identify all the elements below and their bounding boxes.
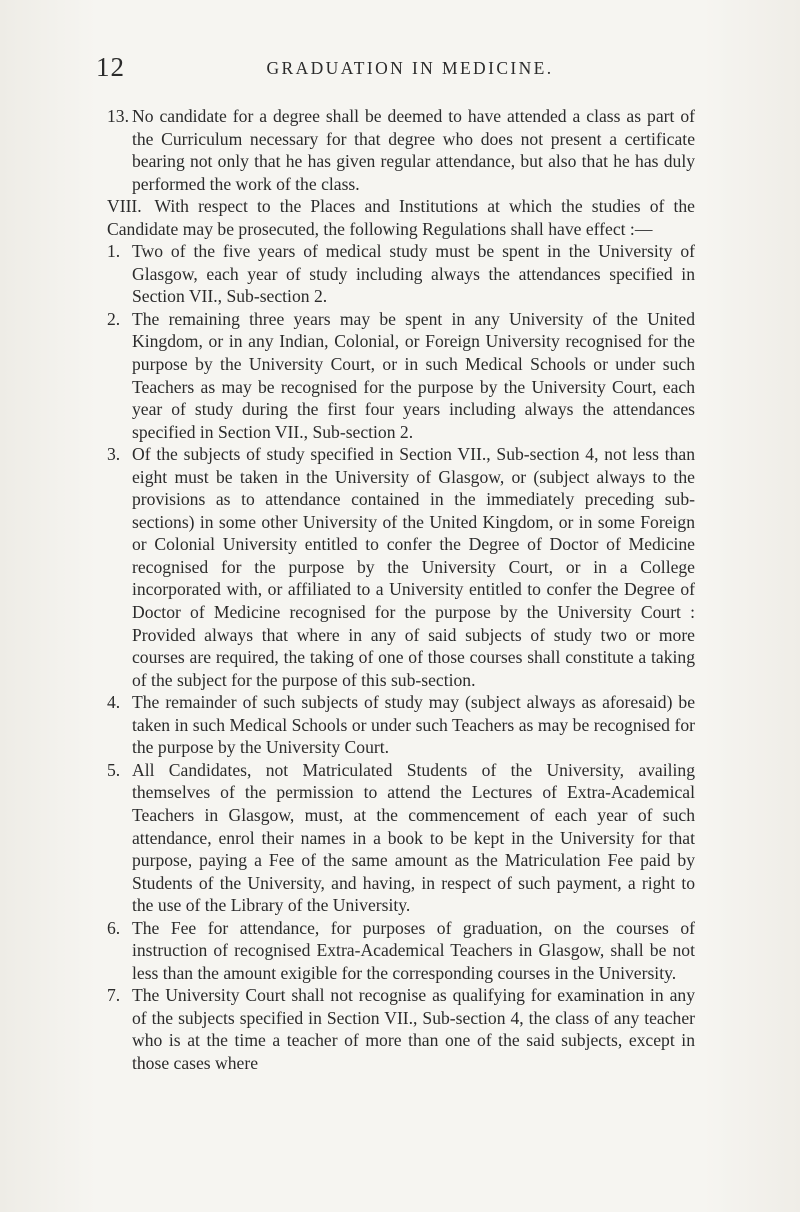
section-text: With respect to the Places and Institutions at which the studies of the Candidate may be prosecuted, the following Regulations shall have effect :— (107, 196, 695, 239)
list-item-text: Two of the five years of medical study must be spent in the University of Glasgow, each year of study including always the attendances specified in Section VII., Sub-section 2. (132, 241, 695, 307)
list-item-number: 6. (107, 917, 121, 938)
page-number: 12 (96, 52, 125, 82)
list-item (107, 759, 695, 917)
paragraph-13 (107, 105, 695, 195)
list-item-text: The remainder of such subjects of study may (subject always as aforesaid) be taken in such Medical Schools or under such Teachers as may be recognised for the purpose by the University Court. (132, 692, 695, 758)
list-item (107, 308, 695, 443)
list-item-number: 1. (107, 241, 121, 262)
list-item-number: 4. (107, 692, 121, 713)
list-item (107, 691, 695, 759)
list-item-number: 2. (107, 308, 121, 329)
section-viii (107, 195, 695, 240)
running-head: GRADUATION IN MEDICINE. (266, 58, 554, 78)
section-number: VIII. (107, 196, 142, 217)
list-item-text: The Fee for attendance, for purposes of graduation, on the courses of instruction of recognised Extra-Academical Teachers in Glasgow, shall be not less than the amount exigible for the corresponding courses in the University. (132, 917, 695, 983)
list-item-text: The University Court shall not recognise as qualifying for examination in any of the subjects specified in Section VII., Sub-section 4, the class of any teacher who is at the time a teacher of more than one of the said subjects, except in those cases where (132, 985, 695, 1073)
list-item-number: 3. (107, 444, 121, 465)
paragraph-number: 13. (107, 106, 129, 126)
list-item (107, 240, 695, 308)
list-item (107, 917, 695, 985)
list-item-number: 5. (107, 759, 121, 780)
list-item-number: 7. (107, 985, 121, 1006)
list-item-text: The remaining three years may be spent in any University of the United Kingdom, or in any Indian, Colonial, or Foreign University recognised for the purpose by the University Court, or in such Medical Schools or under such Teachers as may be recognised for the purpose by the University Court, each year of study during the first four years including always the attendances specified in Section VII., Sub-section 2. (132, 308, 695, 442)
list-item (107, 443, 695, 691)
body-text (107, 105, 695, 1075)
paragraph-text: No candidate for a degree shall be deemed to have attended a class as part of the Curriculum necessary for that degree who does not present a certificate bearing not only that he has given regular attendance, but also that he has duly performed the work of the class. (132, 106, 695, 194)
list-item (107, 984, 695, 1074)
list-item-text: All Candidates, not Matriculated Students of the University, availing themselves of the permission to attend the Lectures of Extra-Academical Teachers in Glasgow, must, at the commencement of each year of such attendance, enrol their names in a book to be kept in the University for that purpose, paying a Fee of the same amount as the Matriculation Fee paid by Students of the University, and having, in respect of such payment, a right to the use of the Library of the University. (132, 759, 695, 916)
list-item-text: Of the subjects of study specified in Section VII., Sub-section 4, not less than eight must be taken in the University of Glasgow, or (subject always to the provisions as to attendance contained in the immediately preceding sub-sections) in some other University of the United Kingdom, or in some Foreign or Colonial University entitled to confer the Degree of Doctor of Medicine recognised for the purpose by the University Court, or in a College incorporated with, or affiliated to a University entitled to confer the Degree of Doctor of Medicine recognised for the purpose by the University Court : Provided always that where in any of said subjects of study two or more courses are required, the taking of one of those courses shall constitute a taking of the subject for the purpose of this sub-section. (132, 444, 695, 690)
